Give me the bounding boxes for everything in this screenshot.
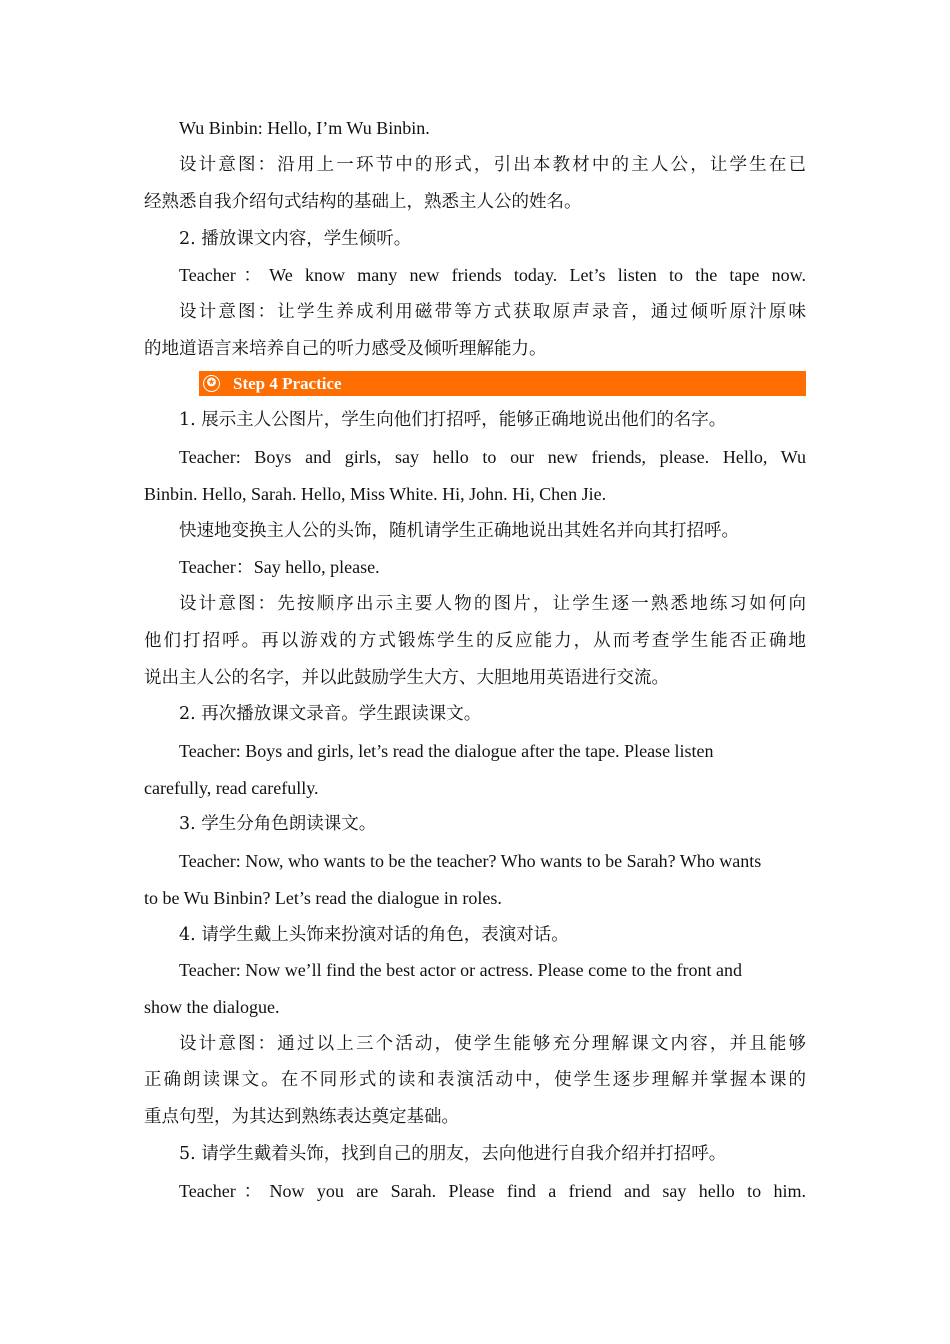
text-line: 2. 播放课文内容，学生倾听。: [179, 229, 412, 249]
text-line: Teacher：We know many new friends today. Let’s listen to the tape now.: [179, 265, 806, 285]
text-line: 的地道语言来培养自己的听力感受及倾听理解能力。: [144, 339, 547, 359]
text-line: 设计意图：让学生养成利用磁带等方式获取原声录音，通过倾听原汁原味: [179, 302, 806, 322]
text-line: 正确朗读课文。在不同形式的读和表演活动中，使学生逐步理解并掌握本课的: [144, 1070, 806, 1090]
text-line: 4. 请学生戴上头饰来扮演对话的角色，表演对话。: [179, 925, 569, 945]
text-line: 1. 展示主人公图片，学生向他们打招呼，能够正确地说出他们的名字。: [179, 410, 727, 430]
text-line: Binbin. Hello, Sarah. Hello, Miss White. Hi, John. Hi, Chen Jie.: [144, 484, 607, 504]
text-line: Teacher: Boys and girls, let’s read the dialogue after the tape. Please listen: [179, 741, 714, 761]
text-line: carefully, read carefully.: [144, 778, 319, 798]
text-line: 说出主人公的名字，并以此鼓励学生大方、大胆地用英语进行交流。: [144, 668, 669, 688]
step-banner: [199, 371, 806, 396]
text-line: Teacher：Say hello, please.: [179, 557, 380, 577]
text-line: 经熟悉自我介绍句式结构的基础上，熟悉主人公的姓名。: [144, 192, 582, 212]
text-line: show the dialogue.: [144, 997, 280, 1017]
text-line: 快速地变换主人公的头饰，随机请学生正确地说出其姓名并向其打招呼。: [179, 521, 739, 541]
text-line: Teacher: Now we’ll find the best actor or actress. Please come to the front and: [179, 960, 743, 980]
text-line: 他们打招呼。再以游戏的方式锻炼学生的反应能力，从而考查学生能否正确地: [144, 631, 806, 651]
text-line: Teacher：Now you are Sarah. Please find a friend and say hello to him.: [179, 1181, 806, 1201]
text-line: 重点句型，为其达到熟练表达奠定基础。: [144, 1107, 459, 1127]
text-line: to be Wu Binbin? Let’s read the dialogue in roles.: [144, 888, 502, 908]
text-line: Teacher: Now, who wants to be the teacher? Who wants to be Sarah? Who wants: [179, 851, 762, 871]
text-line: 设计意图：通过以上三个活动，使学生能够充分理解课文内容，并且能够: [179, 1034, 806, 1054]
text-line: 5. 请学生戴着头饰，找到自己的朋友，去向他进行自我介绍并打招呼。: [179, 1144, 727, 1164]
text-line: Teacher: Boys and girls, say hello to our new friends, please. Hello, Wu: [179, 447, 806, 467]
text-line: 2. 再次播放课文录音。学生跟读课文。: [179, 704, 482, 724]
star-icon: ✪: [203, 375, 220, 392]
step-title: Step 4 Practice: [233, 374, 342, 393]
text-line: 3. 学生分角色朗读课文。: [179, 814, 377, 834]
text-line: 设计意图：沿用上一环节中的形式，引出本教材中的主人公，让学生在已: [179, 155, 806, 175]
text-line: 设计意图：先按顺序出示主要人物的图片，让学生逐一熟悉地练习如何向: [179, 594, 806, 614]
text-line: Wu Binbin: Hello, I’m Wu Binbin.: [179, 118, 430, 138]
